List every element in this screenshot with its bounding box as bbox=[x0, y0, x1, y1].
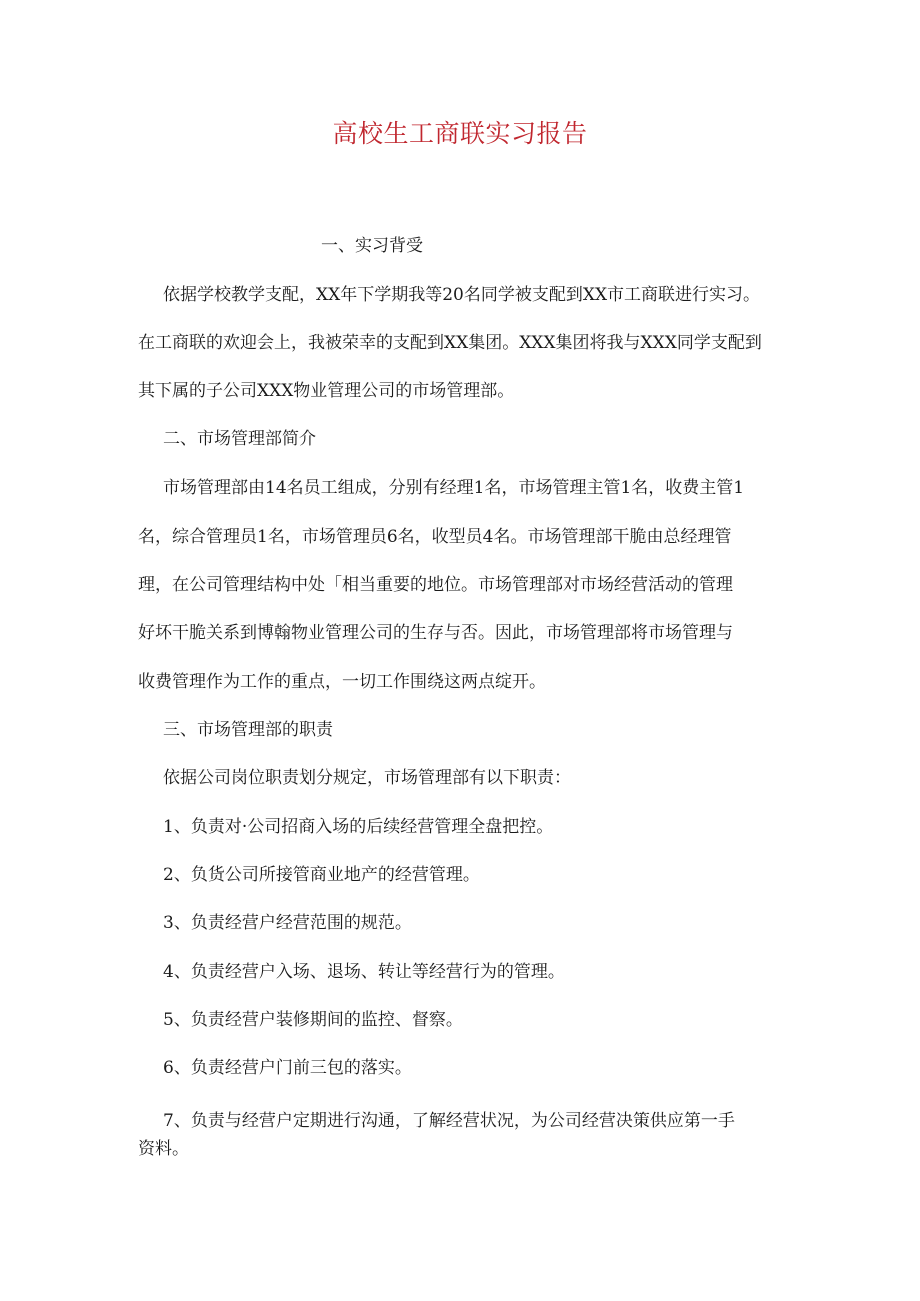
document-title: 高校生工商联实习报告 bbox=[332, 119, 588, 148]
duty-item: 2、负货公司所接管商业地产的经营管理。 bbox=[163, 865, 480, 885]
paragraph-line: 市场管理部由14名员工组成，分别有经理1名，市场管理主管1名，收费主管1 bbox=[163, 478, 745, 498]
duty-item: 6、负责经营户门前三包的落实。 bbox=[163, 1058, 412, 1078]
duty-item: 4、负责经营户入场、退场、转让等经营行为的管理。 bbox=[163, 962, 565, 982]
duty-item-continued: 资料。 bbox=[138, 1139, 189, 1159]
duty-item: 5、负责经营户装修期间的监控、督察。 bbox=[163, 1010, 463, 1030]
paragraph-line: 在工商联的欢迎会上，我被荣幸的支配到XX集团。XXX集团将我与XXX同学支配到 bbox=[138, 333, 762, 353]
section-heading-3: 三、市场管理部的职责 bbox=[163, 720, 333, 740]
duty-item: 7、负责与经营户定期进行沟通，了解经营状况，为公司经营决策供应第一手 bbox=[163, 1111, 735, 1131]
section-heading-1: 一、实习背受 bbox=[321, 236, 423, 256]
section-heading-2: 二、市场管理部简介 bbox=[163, 429, 316, 449]
paragraph-line: 其下属的子公司XXX物业管理公司的市场管理部。 bbox=[138, 381, 515, 401]
paragraph-line: 收费管理作为工作的重点，一切工作围绕这两点绽开。 bbox=[138, 672, 546, 692]
paragraph-line: 好坏干脆关系到博翰物业管理公司的生存与否。因此，市场管理部将市场管理与 bbox=[138, 623, 733, 643]
paragraph-line: 依据公司岗位职责划分规定，市场管理部有以下职责： bbox=[163, 768, 571, 788]
duty-item: 3、负责经营户经营范围的规范。 bbox=[163, 913, 412, 933]
paragraph-line: 理，在公司管理结构中处「相当重要的地位。市场管理部对市场经营活动的管理 bbox=[138, 575, 733, 595]
paragraph-line: 名，综合管理员1名，市场管理员6名，收型员4名。市场管理部干脆由总经理管 bbox=[138, 527, 732, 547]
duty-item: 1、负责对·公司招商入场的后续经营管理全盘把控。 bbox=[163, 817, 554, 837]
paragraph-line: 依据学校教学支配，XX年下学期我等20名同学被支配到XX市工商联进行实习。 bbox=[163, 285, 761, 305]
